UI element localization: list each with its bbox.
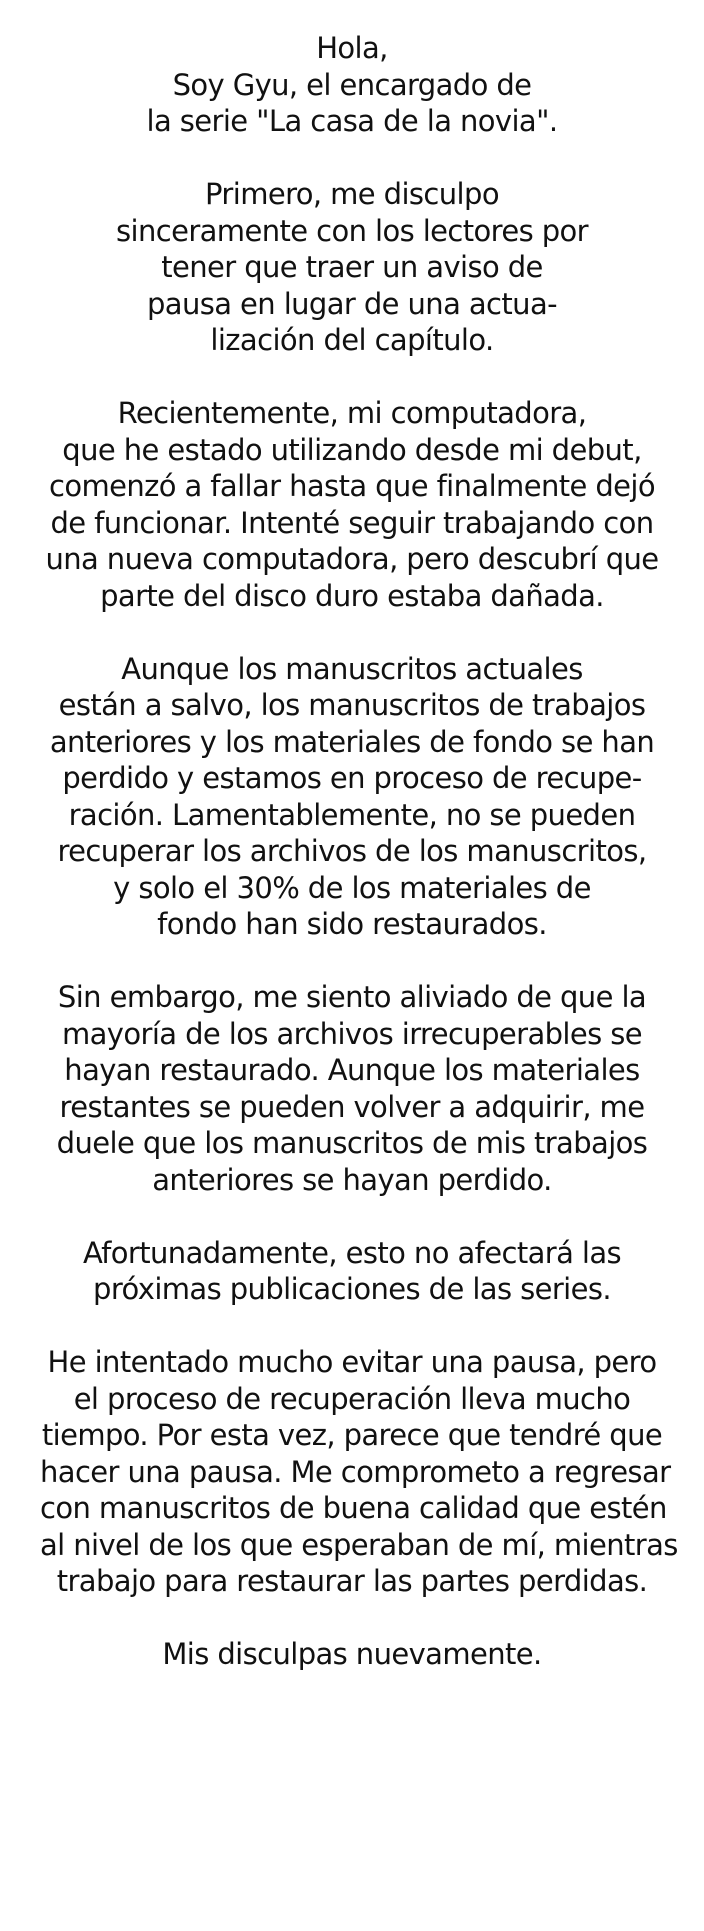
- relief-paragraph: [40, 979, 664, 1198]
- hiatus-paragraph: [40, 1344, 678, 1600]
- text-line: mayoría de los archivos irrecuperables se: [61, 1016, 642, 1051]
- text-line: de funcionar. Intenté seguir trabajando con: [50, 505, 654, 540]
- text-line: comenzó a fallar hasta que finalmente dejó: [48, 469, 656, 503]
- text-line: tiempo. Por esta vez, parece que tendré que: [41, 1418, 663, 1452]
- text-line: Recientemente, mi computadora,: [117, 396, 587, 430]
- apology-paragraph: [40, 176, 664, 359]
- text-line: la serie "La casa de la novia".: [146, 104, 558, 138]
- text-line: anteriores se hayan perdido.: [152, 1162, 552, 1197]
- text-line: fondo han sido restaurados.: [157, 907, 547, 941]
- text-line: Mis disculpas nuevamente.: [162, 1637, 542, 1671]
- computer-failure-paragraph: [40, 395, 664, 614]
- text-line: trabajo para restaurar las partes perdidas.: [56, 1564, 648, 1598]
- no-impact-paragraph: [40, 1235, 664, 1308]
- text-line: están a salvo, los manuscritos de trabajos: [58, 688, 646, 722]
- text-line: hacer una pausa. Me comprometo a regresar: [40, 1454, 671, 1489]
- text-line: con manuscritos de buena calidad que estén: [40, 1491, 667, 1525]
- text-line: el proceso de recuperación lleva mucho: [73, 1381, 631, 1416]
- text-line: lización del capítulo.: [210, 323, 494, 357]
- text-line: próximas publicaciones de las series.: [93, 1272, 611, 1306]
- text-line: duele que los manuscritos de mis trabajos: [56, 1126, 648, 1160]
- text-line: Afortunadamente, esto no afectará las: [82, 1235, 622, 1270]
- text-line: al nivel de los que esperaban de mí, mientras: [40, 1527, 678, 1562]
- text-line: anteriores y los materiales de fondo se han: [49, 724, 655, 759]
- text-line: hayan restaurado. Aunque los materiales: [64, 1053, 640, 1087]
- text-line: una nueva computadora, pero descubrí que: [45, 542, 659, 576]
- text-line: perdido y estamos en proceso de recupe-: [62, 761, 642, 795]
- text-line: Aunque los manuscritos actuales: [121, 651, 583, 686]
- text-line: Primero, me disculpo: [205, 177, 499, 211]
- text-line: Hola,: [316, 31, 388, 65]
- text-line: y solo el 30% de los materiales de: [113, 870, 591, 905]
- text-line: recuperar los archivos de los manuscritos,: [57, 834, 647, 868]
- text-line: restantes se pueden volver a adquirir, me: [59, 1089, 645, 1124]
- text-line: Soy Gyu, el encargado de: [172, 67, 532, 102]
- text-line: sinceramente con los lectores por: [115, 213, 589, 248]
- hiatus-notice: [40, 30, 678, 1709]
- text-line: parte del disco duro estaba dañada.: [100, 578, 604, 613]
- recovery-status-paragraph: [40, 651, 664, 943]
- text-line: tener que traer un aviso de: [161, 250, 543, 284]
- text-line: pausa en lugar de una actua-: [147, 286, 557, 321]
- text-line: ración. Lamentablemente, no se pueden: [68, 797, 636, 832]
- closing-paragraph: [40, 1636, 664, 1673]
- text-line: He intentado mucho evitar una pausa, pero: [47, 1345, 657, 1379]
- text-line: que he estado utilizando desde mi debut,: [62, 432, 642, 467]
- greeting-paragraph: [40, 30, 664, 140]
- text-line: Sin embargo, me siento aliviado de que la: [57, 980, 647, 1014]
